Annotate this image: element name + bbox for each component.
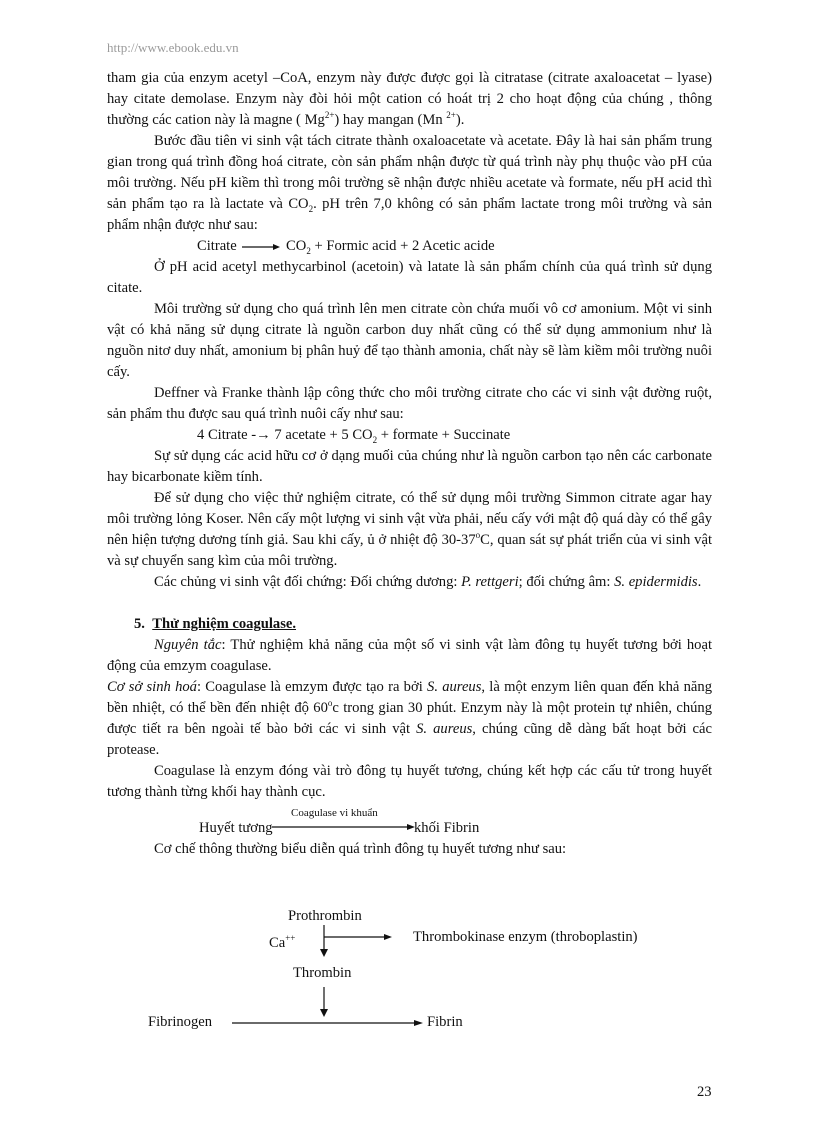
section-heading: 5. Thử nghiệm coagulase.	[134, 616, 297, 632]
down-arrow-icon	[320, 1009, 328, 1017]
equation-citrate: Citrate $CO_2$ + Formic acid + 2 Acetic acide	[197, 238, 495, 256]
prothrombin-label: Prothrombin	[288, 908, 362, 924]
paragraph-2: Bước đầu tiên vi sinh vật tách citrate thành oxaloacetate và acetate. Đây là hai sản phẩm trung gian trong quá trình đồng hoá citrate, còn sản phẩm nhận được từ quá trình này phụ thuộc vào pH của môi trường. Nếu pH kiềm thì trong môi trường sẽ nhận được nhiều acetate và formate, nếu pH acid thì sản phẩm tạo ra là lactate và $CO_2$. pH trên 7,0 không có sản phẩm lactate trong môi trường và sản phẩm nhận được như sau:	[107, 133, 712, 233]
paragraph-4: Môi trường sử dụng cho quá trình lên men citrate còn chứa muối vô cơ amonium. Một vi sinh vật có khả năng sử dụng citrate là nguồn carbon duy nhất cũng có thể sử dụng ammonium như là nguồn nitơ duy nhất, amonium bị phân huỷ để tạo thành amonia, chất này sẽ làm kiềm môi trường nuôi cấy.	[107, 301, 712, 380]
right-arrow-icon	[384, 934, 392, 940]
fibrinogen-label: Fibrinogen	[148, 1014, 213, 1030]
reaction-arrow-icon	[272, 823, 417, 831]
reaction-arrow-icon	[242, 243, 280, 251]
paragraph-mechanism: Cơ chế thông thường biểu diễn quá trình đông tụ huyết tương như sau:	[154, 841, 567, 857]
coagulase-reaction	[107, 803, 712, 839]
calcium-label: Ca++	[269, 933, 296, 951]
reaction-label: Coagulase vi khuẩn	[291, 807, 378, 819]
page-body	[107, 68, 712, 860]
paragraph-6: Sự sử dụng các acid hữu cơ ở dạng muối của chúng như là nguồn carbon tạo nên các carbonate hay bicarbonate kiềm tính.	[107, 448, 712, 485]
thrombin-label: Thrombin	[293, 965, 352, 981]
paragraph-3: Ở pH acid acetyl methycarbinol (acetoin) và latate là sản phẩm chính của quá trình sử dụng citate.	[107, 259, 712, 296]
fibrin-label: Fibrin	[427, 1014, 463, 1030]
reaction-left: Huyết tương	[199, 820, 273, 836]
paragraph-1: tham gia của enzym acetyl –CoA, enzym này được được gọi là citratase (citrate axaloacetat – lyase) hay citate demolase. Enzym này đòi hỏi một cation có hoát trị 2 cho hoạt động của chúng , thông thường các cation này là magne ( $Mg^{2+}$) hay mangan (Mn $^{2+}$).	[107, 70, 712, 128]
paragraph-5: Deffner và Franke thành lập công thức cho môi trường citrate cho các vi sinh vật đường ruột, sản phẩm thu được sau quá trình nuôi cấy như sau:	[107, 385, 712, 422]
right-arrow-icon	[414, 1020, 423, 1026]
diagram-arrows	[140, 905, 680, 1045]
paragraph-7: Để sử dụng cho việc thử nghiệm citrate, có thể sử dụng môi trường Simmon citrate agar hay môi trường lỏng Koser. Nên cấy một lượng vi sinh vật vừa phải, nếu cấy với mật độ quá dày có thể gây nên hiện tượng dương tính giả. Sau khi cấy, ủ ở nhiệt độ 30-37$^o$C, quan sát sự phát triển của vi sinh vật và sự chuyển sang kìm của môi trường.	[107, 490, 713, 569]
coagulation-diagram	[140, 905, 680, 1045]
source-url: http://www.ebook.edu.vn	[107, 40, 239, 55]
down-arrow-icon	[320, 949, 328, 957]
paragraph-principle: Nguyên tắc: Thử nghiệm khả năng của một số vi sinh vật làm đông tụ huyết tương bởi hoạt động của emzym coagulase.	[107, 637, 713, 674]
reaction-right: khối Fibrin	[414, 820, 480, 836]
arrow-icon: →	[256, 427, 271, 443]
thrombokinase-label: Thrombokinase enzym (throboplastin)	[413, 929, 638, 945]
page-number: 23	[697, 1084, 712, 1100]
paragraph-biochem: Cơ sở sinh hoá: Coagulase là emzym được tạo ra bởi S. aureus, là một enzym liên quan đến khả năng bền nhiệt, có thể bền đến nhiệt độ 60$^o$c trong gian 30 phút. Enzym này là một protein tự nhiên, chúng được tiết ra bên ngoài tế bào bởi các vi sinh vật S. aureus, chúng cũng dễ dàng bất hoạt bởi các protease.	[107, 679, 713, 758]
paragraph-coagulase: Coagulase là enzym đóng vài trò đông tụ huyết tương, chúng kết hợp các cấu tử trong huyết tương thành từng khối hay thành cục.	[107, 763, 712, 800]
paragraph-8: Các chủng vi sinh vật đối chứng: Đối chứng dương: P. rettgeri; đối chứng âm: S. epidermidis.	[154, 574, 702, 590]
equation-citrate-products: 4 Citrate -→ 7 acetate + 5 $CO_2$ + formate + Succinate	[197, 427, 511, 445]
